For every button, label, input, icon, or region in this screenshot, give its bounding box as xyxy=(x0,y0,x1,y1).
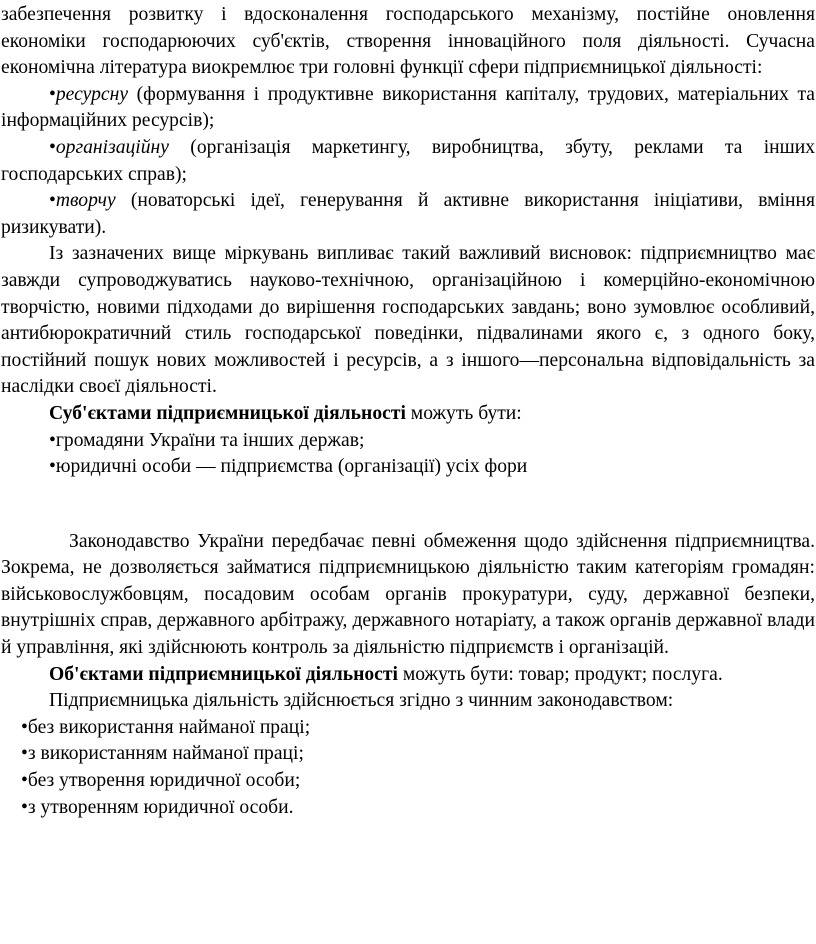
conclusion-paragraph: Із зазначених вище міркувань випливає такий важливий висновок: підприємництво має завжди супроводжуватись науково-технічною, організаційною і комерційно-економічною творчістю, новими підходами до вирішення господарських завдань; воно зумовлює особливий, антибюрократичний стиль господарської поведінки, підвалинами якого є, з одного боку, постійний пошук нових можливостей і ресурсів, а з іншого—персональна відповідальність за наслідки своєї діяльності. xyxy=(1,243,815,398)
objects-heading: Об'єктами підприємницької діяльності xyxy=(49,663,398,685)
bullet: • xyxy=(49,190,56,212)
function-desc: (організація маркетингу, виробництва, збуту, реклами та інших господарських справ); xyxy=(1,136,815,185)
function-term: ресурсну xyxy=(55,83,129,105)
function-item-resource xyxy=(1,82,815,135)
legislation-item: •з використанням найманої праці; xyxy=(21,743,304,765)
objects-tail: можуть бути: товар; продукт; послуга. xyxy=(397,663,723,685)
subjects-heading: Суб'єктами підприємницької діяльності xyxy=(49,402,406,424)
objects-line xyxy=(1,662,815,689)
section-gap xyxy=(1,481,815,529)
law-paragraph: Законодавство України передбачає певні обмеження щодо здійснення підприємництва. Зокрема, не дозволяється займатися підприємницькою діяльністю таким категоріям громадян: військовослужбовцям, посадовим особам органів прокуратури, суду, державної безпеки, внутрішніх справ, державного арбітражу, державного нотаріату, а також органів державної влади й управління, які здійснюють контроль за діяльністю підприємств і організацій. xyxy=(1,530,815,659)
function-term: творчу xyxy=(55,190,116,212)
bullet: • xyxy=(49,83,56,105)
function-desc: (формування і продуктивне використання капіталу, трудових, матеріальних та інформаційних ресурсів); xyxy=(1,83,815,132)
subjects-item: •громадяни України та інших держав; xyxy=(49,429,365,451)
legislation-item: •з утворенням юридичної особи. xyxy=(21,796,294,818)
legislation-item: •без використання найманої праці; xyxy=(21,716,311,738)
bullet: • xyxy=(49,136,56,158)
legislation-intro: Підприємницька діяльність здійснюється згідно з чинним законодавством: xyxy=(49,690,674,712)
function-term: організаційну xyxy=(55,136,169,158)
function-desc: (новаторські ідеї, генерування й активне використання ініціативи, вміння ризикувати). xyxy=(1,190,815,238)
intro-paragraph: забезпечення розвитку і вдосконалення господарського механізму, постійне оновлення економіки господарюючих суб'єктів, створення інноваційного поля діяльності. Сучасна економічна література виокремлює три головні функції сфери підприємницької діяльності: xyxy=(1,4,815,79)
function-item-organizational xyxy=(1,135,815,188)
subjects-tail: можуть бути: xyxy=(405,402,522,424)
subjects-heading-line xyxy=(1,401,815,428)
legislation-item: •без утворення юридичної особи; xyxy=(21,770,301,792)
subjects-item: •юридичні особи — підприємства (організації) усіх фори xyxy=(49,456,528,478)
function-item-creative xyxy=(1,188,815,241)
